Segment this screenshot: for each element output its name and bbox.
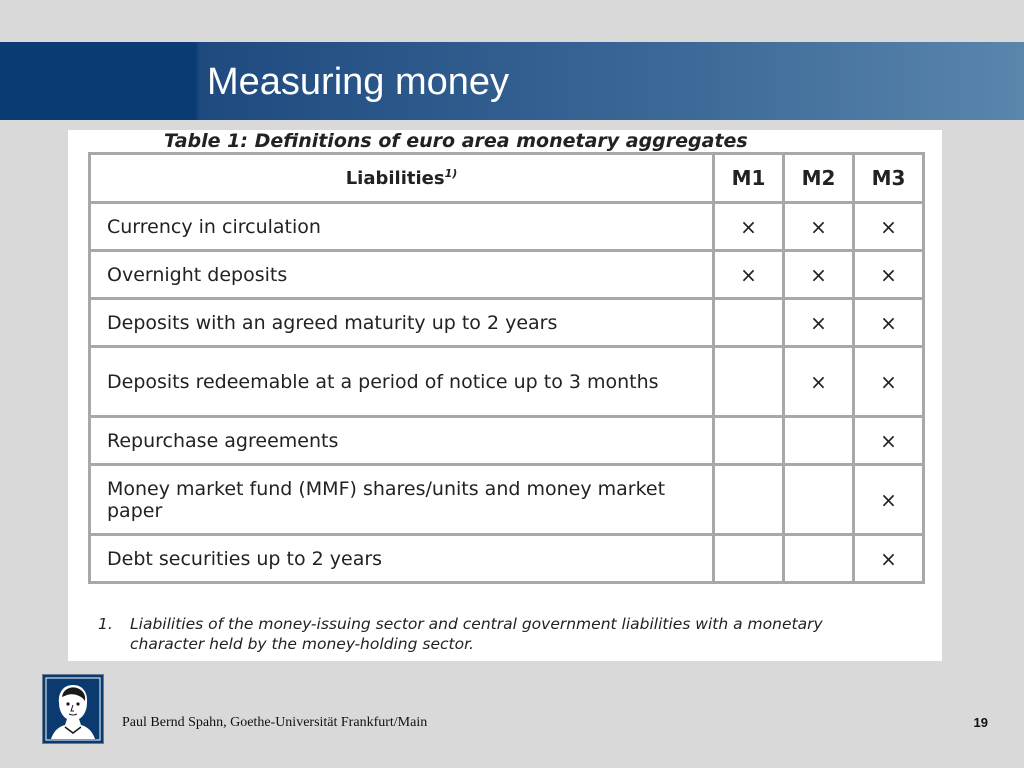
m3-mark: × xyxy=(854,299,924,347)
title-accent-block xyxy=(0,42,196,120)
m1-mark xyxy=(714,465,784,535)
m3-mark: × xyxy=(854,251,924,299)
m3-mark: × xyxy=(854,535,924,583)
m2-mark xyxy=(784,535,854,583)
m1-mark xyxy=(714,417,784,465)
aggregates-table xyxy=(88,152,925,584)
m2-mark: × xyxy=(784,203,854,251)
m1-mark xyxy=(714,535,784,583)
title-bar xyxy=(0,42,1024,120)
header-m3: M3 xyxy=(854,154,924,203)
table-figure xyxy=(68,130,942,661)
footnote-text: Liabilities of the money-issuing sector and central government liabilities with a monetary character held by the money-holding sector. xyxy=(130,615,823,653)
header-liabilities: Liabilities$^{1)}$ xyxy=(90,154,714,203)
row-label: Currency in circulation xyxy=(90,203,714,251)
row-label: Debt securities up to 2 years xyxy=(90,535,714,583)
m2-mark xyxy=(784,465,854,535)
m2-mark: × xyxy=(784,299,854,347)
table-row xyxy=(90,299,924,347)
m1-mark xyxy=(714,299,784,347)
row-label: Money market fund (MMF) shares/units and money market paper xyxy=(90,465,714,535)
m2-mark xyxy=(784,417,854,465)
row-label: Repurchase agreements xyxy=(90,417,714,465)
table-row xyxy=(90,535,924,583)
row-label: Overnight deposits xyxy=(90,251,714,299)
header-m2: M2 xyxy=(784,154,854,203)
m3-mark: × xyxy=(854,347,924,417)
m3-mark: × xyxy=(854,203,924,251)
table-caption: Table 1: Definitions of euro area monetary aggregates xyxy=(164,130,748,152)
m1-mark: × xyxy=(714,251,784,299)
footer-author: Paul Bernd Spahn, Goethe-Universität Frankfurt/Main xyxy=(122,715,428,730)
m1-mark: × xyxy=(714,203,784,251)
m2-mark: × xyxy=(784,251,854,299)
row-label: Deposits with an agreed maturity up to 2 years xyxy=(90,299,714,347)
row-label: Deposits redeemable at a period of notice up to 3 months xyxy=(90,347,714,417)
m3-mark: × xyxy=(854,417,924,465)
goethe-portrait-icon xyxy=(42,674,104,744)
liabilities-note: 1) xyxy=(444,167,458,180)
table-row xyxy=(90,203,924,251)
header-m1: M1 xyxy=(714,154,784,203)
m2-mark: × xyxy=(784,347,854,417)
table-row xyxy=(90,465,924,535)
table-row xyxy=(90,251,924,299)
table-row xyxy=(90,417,924,465)
table-row xyxy=(90,347,924,417)
m1-mark xyxy=(714,347,784,417)
page-number: 19 xyxy=(973,715,988,730)
table-header-row xyxy=(90,154,924,203)
slide-title: Measuring money xyxy=(207,61,510,103)
footnote-number: 1. xyxy=(98,615,113,633)
m3-mark: × xyxy=(854,465,924,535)
